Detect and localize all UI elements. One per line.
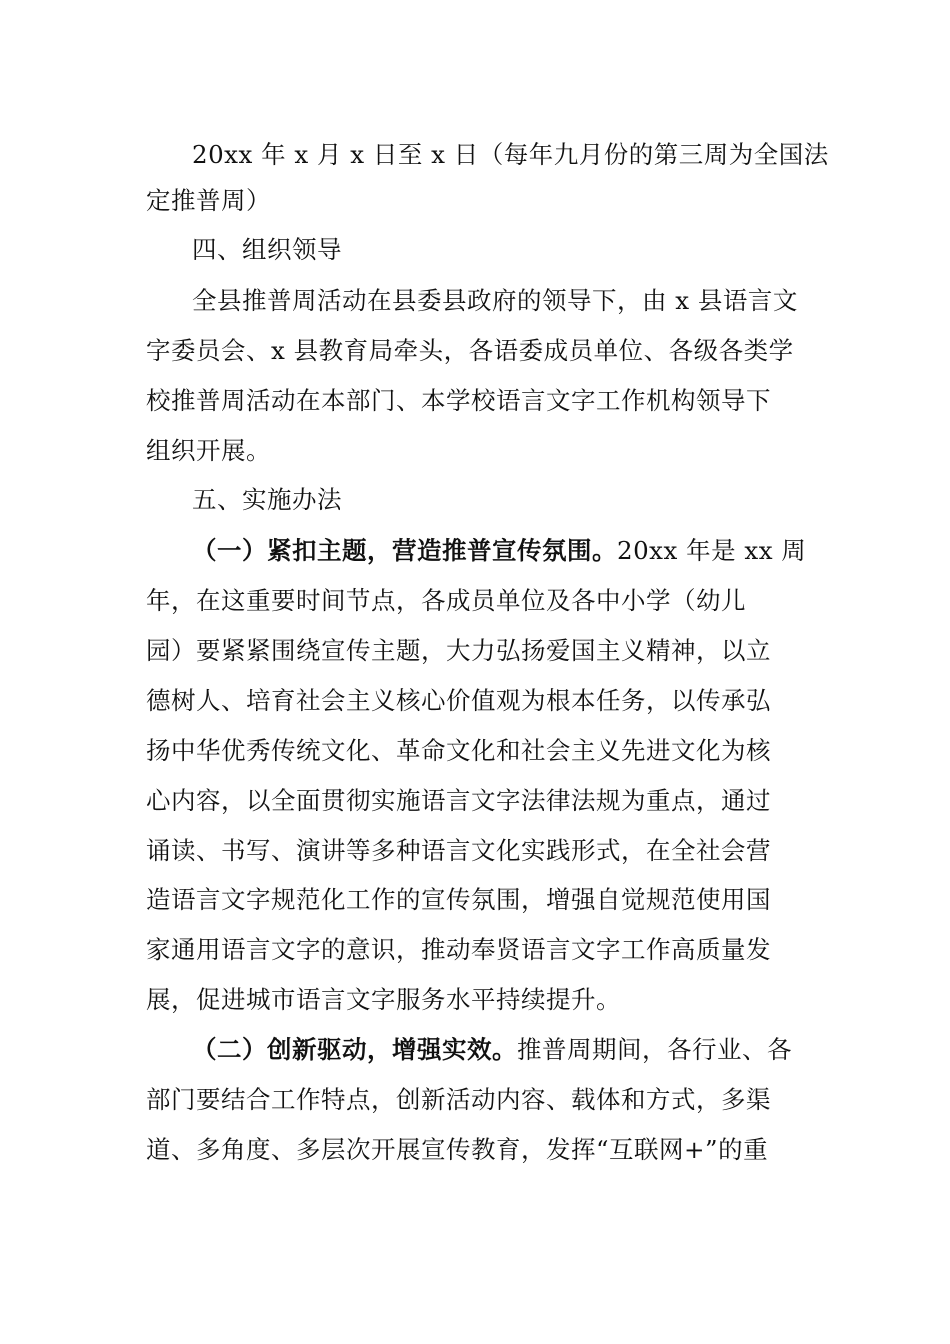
text-line: 全县推普周活动在县委县政府的领导下，由 x 县语言文 xyxy=(192,286,798,315)
text-line: 造语言文字规范化工作的宣传氛围，增强自觉规范使用国 xyxy=(146,885,771,914)
text-line: 德树人、培育社会主义核心价值观为根本任务，以传承弘 xyxy=(146,686,771,715)
text-line: 20xx 年 x 月 x 日至 x 日（每年九月份的第三周为全国法 xyxy=(192,140,829,169)
text-line: 心内容，以全面贯彻实施语言文字法律法规为重点，通过 xyxy=(146,786,771,815)
text-line: 诵读、书写、演讲等多种语言文化实践形式，在全社会营 xyxy=(146,836,771,865)
paragraph-lead-rest: 20xx 年是 xx 周 xyxy=(617,536,807,565)
paragraph-lead-rest: 推普周期间，各行业、各 xyxy=(517,1035,792,1064)
text-line: 扬中华优秀传统文化、革命文化和社会主义先进文化为核 xyxy=(146,736,771,765)
text-line: 年，在这重要时间节点，各成员单位及各中小学（幼儿 xyxy=(146,586,746,615)
paragraph-first-line xyxy=(192,536,806,566)
text-line: 字委员会、x 县教育局牵头，各语委成员单位、各级各类学 xyxy=(146,336,794,365)
text-line: 道、多角度、多层次开展宣传教育，发挥“互联网+”的重 xyxy=(146,1135,769,1164)
text-line: 家通用语言文字的意识，推动奉贤语言文字工作高质量发 xyxy=(146,935,771,964)
paragraph-first-line xyxy=(192,1035,792,1065)
section-heading: 四、组织领导 xyxy=(192,235,342,264)
section-heading: 五、实施办法 xyxy=(192,485,342,514)
text-line: 组织开展。 xyxy=(146,436,271,465)
text-line: 定推普周） xyxy=(146,186,271,215)
text-line: 展，促进城市语言文字服务水平持续提升。 xyxy=(146,985,621,1014)
text-line: 校推普周活动在本部门、本学校语言文字工作机构领导下 xyxy=(146,386,771,415)
paragraph-lead: （二）创新驱动，增强实效。 xyxy=(192,1035,517,1064)
paragraph-lead: （一）紧扣主题，营造推普宣传氛围。 xyxy=(192,536,617,565)
text-line: 园）要紧紧围绕宣传主题，大力弘扬爱国主义精神，以立 xyxy=(146,636,771,665)
text-line: 部门要结合工作特点，创新活动内容、载体和方式，多渠 xyxy=(146,1085,771,1114)
